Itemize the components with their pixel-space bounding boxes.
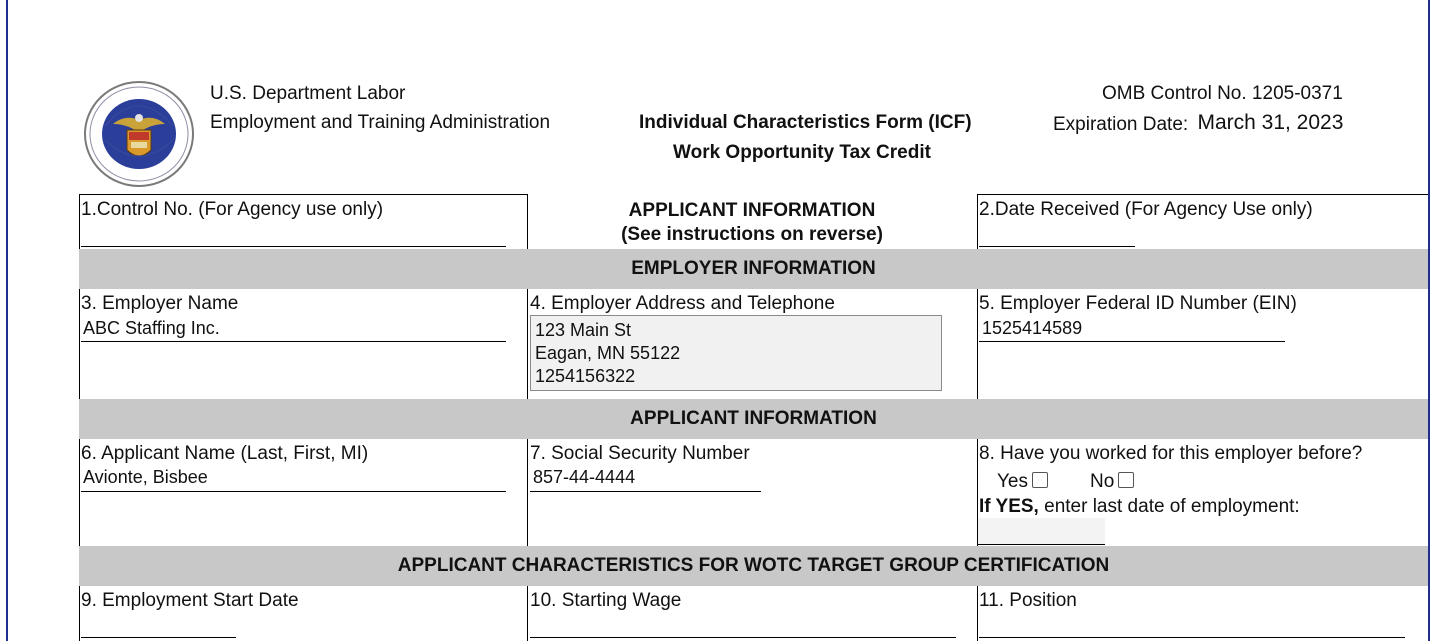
starting-wage-label: 10. Starting Wage <box>530 590 682 611</box>
department-name: U.S. Department Labor <box>210 83 406 104</box>
no-checkbox[interactable] <box>1118 472 1134 488</box>
yes-option[interactable] <box>997 471 1048 493</box>
employer-section-header: EMPLOYER INFORMATION <box>79 249 1428 289</box>
dol-seal-icon <box>83 80 195 188</box>
start-date-label: 9. Employment Start Date <box>81 590 299 611</box>
employer-address-field[interactable] <box>530 315 942 391</box>
characteristics-section-header: APPLICANT CHARACTERISTICS FOR WOTC TARGET GROUP CERTIFICATION <box>79 546 1428 586</box>
control-no-label: 1.Control No. (For Agency use only) <box>81 199 384 220</box>
address-line-street: 123 Main St <box>535 320 632 340</box>
grid-top-left <box>79 194 527 195</box>
address-line-phone: 1254156322 <box>535 366 636 386</box>
no-label: No <box>1090 471 1115 492</box>
last-employment-label <box>979 496 1300 518</box>
last-employment-date-field[interactable] <box>978 518 1105 544</box>
last-employment-date-underline <box>978 544 1105 545</box>
form-subtitle: Work Opportunity Tax Credit <box>673 142 931 163</box>
ein-field[interactable] <box>979 341 1285 342</box>
ssn-value: 857-44-4444 <box>533 467 636 487</box>
ein-value: 1525414589 <box>982 318 1083 338</box>
expiration-label: Expiration Date: <box>1053 114 1189 135</box>
employer-name-label: 3. Employer Name <box>81 293 239 314</box>
applicant-name-value: Avionte, Bisbee <box>83 467 208 487</box>
date-received-label: 2.Date Received (For Agency Use only) <box>979 199 1313 220</box>
worked-before-label: 8. Have you worked for this employer before? <box>979 443 1363 464</box>
employer-address-label: 4. Employer Address and Telephone <box>530 293 835 314</box>
applicant-info-heading: APPLICANT INFORMATION <box>628 200 876 221</box>
position-field[interactable] <box>979 637 1405 638</box>
form-title: Individual Characteristics Form (ICF) <box>639 112 972 133</box>
date-received-field[interactable] <box>979 246 1135 247</box>
applicant-section-header: APPLICANT INFORMATION <box>79 399 1428 439</box>
ssn-label: 7. Social Security Number <box>530 443 750 464</box>
yes-label: Yes <box>997 471 1028 492</box>
no-option[interactable] <box>1090 471 1134 493</box>
ssn-field[interactable] <box>530 491 761 492</box>
ein-label: 5. Employer Federal ID Number (EIN) <box>979 293 1297 314</box>
applicant-name-field[interactable] <box>81 491 506 492</box>
employer-name-field[interactable] <box>81 341 506 342</box>
page-border-right <box>1428 0 1430 641</box>
last-employment-text: enter last date of employment: <box>1038 496 1300 517</box>
administration-name: Employment and Training Administration <box>210 112 551 133</box>
applicant-name-label: 6. Applicant Name (Last, First, MI) <box>81 443 369 464</box>
omb-control-number: OMB Control No. 1205-0371 <box>1102 83 1343 104</box>
page-border-left <box>6 0 8 641</box>
employer-name-value: ABC Staffing Inc. <box>83 318 220 338</box>
start-date-field[interactable] <box>81 637 236 638</box>
control-no-field[interactable] <box>81 246 506 247</box>
expiration-date <box>1053 112 1343 136</box>
instructions-note: (See instructions on reverse) <box>621 224 883 245</box>
if-yes-text: If YES, <box>979 496 1039 517</box>
grid-top-right <box>977 194 1428 195</box>
yes-checkbox[interactable] <box>1032 472 1048 488</box>
position-label: 11. Position <box>979 590 1077 611</box>
expiration-value: March 31, 2023 <box>1197 111 1344 134</box>
starting-wage-field[interactable] <box>530 637 956 638</box>
address-line-city: Eagan, MN 55122 <box>535 343 681 363</box>
